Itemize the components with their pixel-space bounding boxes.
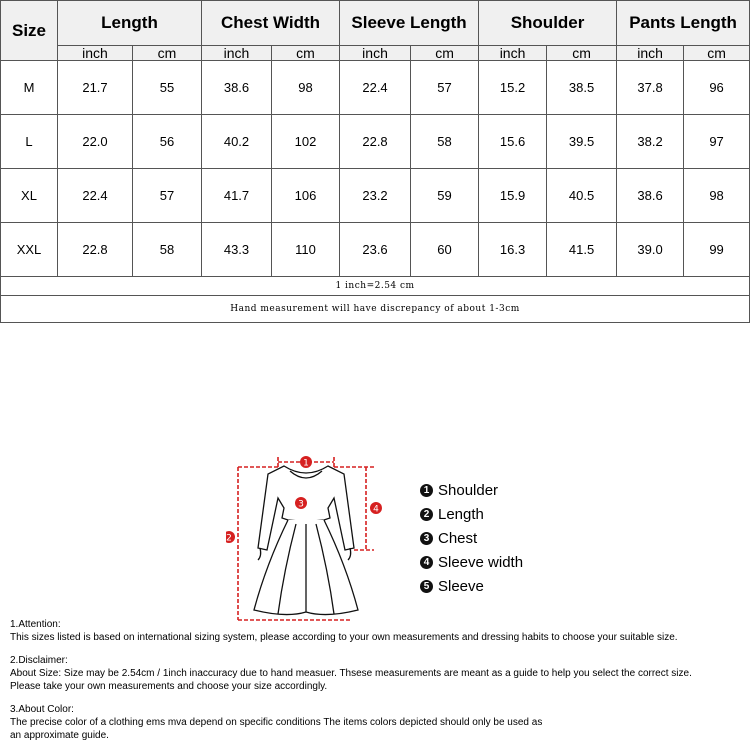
- header-size: Size: [1, 1, 58, 61]
- attention-text: This sizes listed is based on international sizing system, please according to your own measurements and dressing habits to choose your suitable size.: [10, 632, 678, 643]
- unit-cell: inch: [479, 46, 547, 61]
- value-cell: 21.7: [58, 61, 133, 115]
- value-cell: 15.2: [479, 61, 547, 115]
- value-cell: 58: [133, 223, 202, 277]
- value-cell: 38.6: [617, 169, 684, 223]
- legend-item: [420, 574, 523, 598]
- marker-1: [300, 456, 312, 469]
- value-cell: 39.5: [547, 115, 617, 169]
- header-row: [1, 1, 750, 46]
- value-cell: 43.3: [202, 223, 272, 277]
- legend-item: [420, 526, 523, 550]
- value-cell: 56: [133, 115, 202, 169]
- number-2-icon: 2: [420, 508, 433, 521]
- header-shoulder: Shoulder: [479, 1, 617, 46]
- header-length: Length: [58, 1, 202, 46]
- legend-label: Length: [438, 505, 484, 523]
- value-cell: 38.2: [617, 115, 684, 169]
- legend-label: Shoulder: [438, 481, 499, 499]
- color-text: an approximate guide.: [10, 730, 109, 741]
- dress-outline: [254, 466, 358, 615]
- value-cell: 102: [272, 115, 340, 169]
- discrepancy-row: [1, 296, 750, 323]
- value-cell: 97: [684, 115, 750, 169]
- value-cell: 41.7: [202, 169, 272, 223]
- value-cell: 22.0: [58, 115, 133, 169]
- marker-4: [370, 502, 382, 515]
- table-row: [1, 169, 750, 223]
- value-cell: 41.5: [547, 223, 617, 277]
- value-cell: 16.3: [479, 223, 547, 277]
- value-cell: 38.6: [202, 61, 272, 115]
- dress-measurement-diagram: [226, 440, 396, 625]
- value-cell: 110: [272, 223, 340, 277]
- value-cell: 22.8: [340, 115, 411, 169]
- value-cell: 15.9: [479, 169, 547, 223]
- value-cell: 98: [684, 169, 750, 223]
- value-cell: 22.4: [58, 169, 133, 223]
- svg-text:4: 4: [373, 504, 379, 515]
- conversion-note: 1 inch=2.54 cm: [1, 277, 750, 296]
- dress-illustration: [226, 440, 396, 625]
- unit-cell: cm: [133, 46, 202, 61]
- value-cell: 15.6: [479, 115, 547, 169]
- value-cell: 40.2: [202, 115, 272, 169]
- color-title: 3.About Color:: [10, 704, 74, 715]
- size-cell: M: [1, 61, 58, 115]
- disclaimer-title: 2.Disclaimer:: [10, 655, 68, 666]
- legend-item: [420, 502, 523, 526]
- table-row: [1, 223, 750, 277]
- svg-text:3: 3: [298, 499, 304, 510]
- number-3-icon: 3: [420, 532, 433, 545]
- disclaimer-text: About Size: Size may be 2.54cm / 1inch inaccuracy due to hand measuer. Thsese measurements are meant as a guide to help you select the correct size.: [10, 668, 692, 679]
- unit-cell: inch: [617, 46, 684, 61]
- number-1-icon: 1: [420, 484, 433, 497]
- value-cell: 60: [411, 223, 479, 277]
- value-cell: 57: [133, 169, 202, 223]
- value-cell: 22.4: [340, 61, 411, 115]
- unit-cell: cm: [272, 46, 340, 61]
- notes-section: [10, 618, 748, 752]
- conversion-row: [1, 277, 750, 296]
- value-cell: 39.0: [617, 223, 684, 277]
- legend-item: [420, 550, 523, 574]
- legend-label: Sleeve: [438, 577, 484, 595]
- number-4-icon: 4: [420, 556, 433, 569]
- measurement-legend: [420, 478, 523, 598]
- header-chest-width: Chest Width: [202, 1, 340, 46]
- value-cell: 58: [411, 115, 479, 169]
- svg-text:2: 2: [226, 533, 232, 544]
- discrepancy-note: Hand measurement will have discrepancy of about 1-3cm: [1, 296, 750, 323]
- value-cell: 106: [272, 169, 340, 223]
- size-chart-table: [0, 0, 750, 323]
- legend-label: Sleeve width: [438, 553, 524, 571]
- value-cell: 37.8: [617, 61, 684, 115]
- number-5-icon: 5: [420, 580, 433, 593]
- unit-cell: cm: [411, 46, 479, 61]
- value-cell: 55: [133, 61, 202, 115]
- value-cell: 99: [684, 223, 750, 277]
- size-cell: XL: [1, 169, 58, 223]
- unit-row: [1, 46, 750, 61]
- legend-label: Chest: [438, 529, 478, 547]
- color-text: The precise color of a clothing ems mva depend on specific conditions The items colors depicted should only be used as: [10, 717, 543, 728]
- unit-cell: cm: [684, 46, 750, 61]
- value-cell: 38.5: [547, 61, 617, 115]
- value-cell: 23.6: [340, 223, 411, 277]
- value-cell: 96: [684, 61, 750, 115]
- marker-2: [226, 531, 235, 544]
- value-cell: 59: [411, 169, 479, 223]
- value-cell: 57: [411, 61, 479, 115]
- size-cell: XXL: [1, 223, 58, 277]
- unit-cell: inch: [202, 46, 272, 61]
- attention-block: [10, 618, 748, 644]
- disclaimer-block: [10, 654, 748, 693]
- size-cell: L: [1, 115, 58, 169]
- color-block: [10, 703, 748, 742]
- svg-text:1: 1: [303, 458, 309, 469]
- unit-cell: cm: [547, 46, 617, 61]
- value-cell: 98: [272, 61, 340, 115]
- disclaimer-text: Please take your own measurements and choose your size accordingly.: [10, 681, 328, 692]
- attention-title: 1.Attention:: [10, 619, 61, 630]
- value-cell: 40.5: [547, 169, 617, 223]
- table-row: [1, 115, 750, 169]
- header-pants-length: Pants Length: [617, 1, 750, 46]
- legend-item: [420, 478, 523, 502]
- header-sleeve-length: Sleeve Length: [340, 1, 479, 46]
- unit-cell: inch: [58, 46, 133, 61]
- value-cell: 22.8: [58, 223, 133, 277]
- value-cell: 23.2: [340, 169, 411, 223]
- unit-cell: inch: [340, 46, 411, 61]
- table-row: [1, 61, 750, 115]
